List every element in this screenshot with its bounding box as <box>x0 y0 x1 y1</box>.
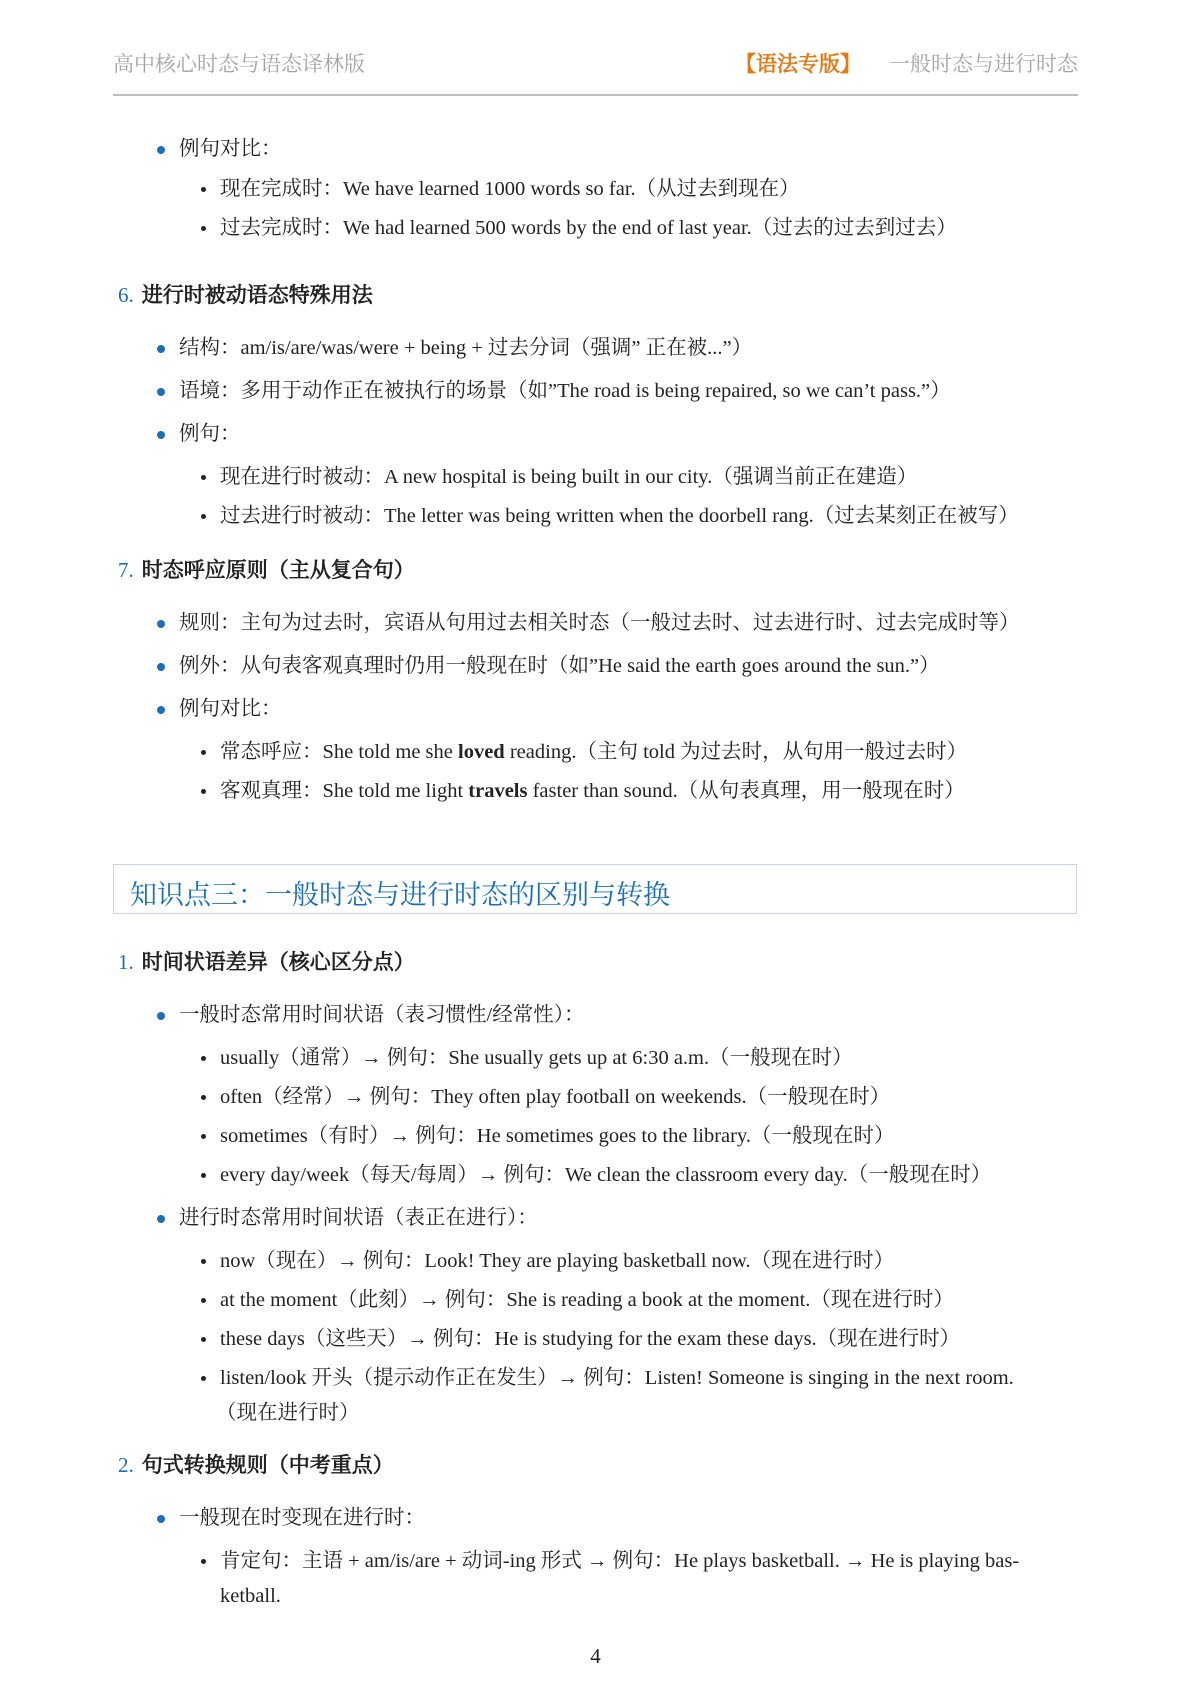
bullet-dot <box>201 1298 206 1303</box>
bullet-dot <box>201 1259 206 1264</box>
bullet-dot <box>201 1376 206 1381</box>
numbered-heading: 1. 时间状语差异（核心区分点） <box>118 950 415 974</box>
bullet-dot <box>201 1559 206 1564</box>
bullet-dot <box>201 1056 206 1061</box>
bullet-dot <box>201 1173 206 1178</box>
page-header <box>113 44 1078 96</box>
bullet-dot <box>157 431 165 439</box>
bullet-dot <box>201 187 206 192</box>
numbered-heading: 6. 进行时被动语态特殊用法 <box>118 283 373 307</box>
numbered-heading: 7. 时态呼应原则（主从复合句） <box>118 558 415 582</box>
bullet-dot <box>201 789 206 794</box>
header-chapter-title: 一般时态与进行时态 <box>889 52 1078 76</box>
header-right <box>735 48 1078 78</box>
bullet-dot <box>201 1095 206 1100</box>
bullet-dot <box>157 663 165 671</box>
bullet-dot <box>201 1337 206 1342</box>
bullet-dot <box>157 620 165 628</box>
page-number: 4 <box>590 1644 601 1668</box>
bullet-dot <box>201 475 206 480</box>
bullet-dot <box>157 1215 165 1223</box>
section-title: 知识点三：一般时态与进行时态的区别与转换 <box>130 880 670 911</box>
bullet-dot <box>157 1515 165 1523</box>
bullet-dot <box>157 1012 165 1020</box>
header-tag: 【语法专版】 <box>735 52 861 76</box>
bullet-dot <box>157 388 165 396</box>
header-book-title: 高中核心时态与语态译林版 <box>113 52 365 76</box>
bullet-dot <box>157 146 165 154</box>
section-title-box <box>113 864 1077 914</box>
numbered-heading: 2. 句式转换规则（中考重点） <box>118 1453 394 1477</box>
bullet-dot <box>201 750 206 755</box>
bullet-dot <box>201 1134 206 1139</box>
bullet-dot <box>201 226 206 231</box>
bullet-dot <box>157 345 165 353</box>
bullet-dot <box>201 514 206 519</box>
bullet-dot <box>157 706 165 714</box>
